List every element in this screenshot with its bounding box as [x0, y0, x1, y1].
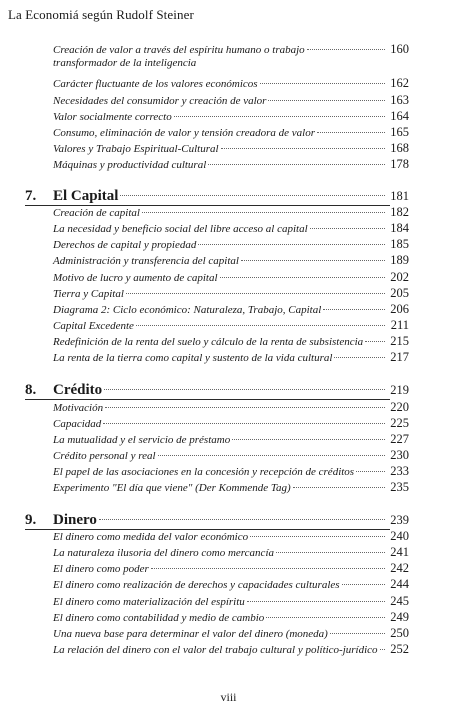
toc-entry-page: 185 [390, 237, 409, 251]
toc-entry-title: La mutualidad y el servicio de préstamo [53, 434, 231, 446]
toc-entry [53, 643, 409, 657]
toc-entry [53, 110, 409, 124]
chapter-rule [25, 399, 390, 400]
toc-entry-title: Tierra y Capital [53, 288, 124, 300]
toc-entry-title: Una nueva base para determinar el valor del dinero (moneda) [53, 628, 328, 640]
dot-leader [208, 164, 385, 165]
toc-entry-page: 182 [390, 205, 409, 219]
dot-leader [250, 536, 385, 537]
chapter-heading [25, 512, 409, 529]
toc-entry [53, 319, 409, 333]
dot-leader [276, 552, 385, 553]
toc-entry-page: 163 [390, 93, 409, 107]
toc-entry [53, 449, 409, 463]
toc-entry-page: 184 [390, 221, 409, 235]
toc-entry-title: Carácter fluctuante de los valores económicos [53, 78, 258, 90]
toc-entry-title [53, 44, 305, 70]
toc-entry-page: 241 [390, 545, 409, 559]
toc-entry [53, 401, 409, 415]
toc-entry-title: La naturaleza ilusoria del dinero como mercancía [53, 547, 274, 559]
dot-leader [221, 148, 385, 149]
chapter-page: 181 [390, 189, 409, 203]
toc-entry [53, 222, 409, 236]
toc-entry-page: 230 [390, 448, 409, 462]
toc-entry-page: 245 [390, 594, 409, 608]
toc-entry [53, 254, 409, 268]
dot-leader [104, 389, 385, 390]
toc-entry-page: 215 [390, 334, 409, 348]
chapter-title: Crédito [53, 382, 103, 398]
dot-leader [105, 407, 385, 408]
dot-leader [241, 260, 385, 261]
toc-entry-title: El dinero como materialización del espíritu [53, 596, 245, 608]
toc-entry-title: El dinero como realización de derechos y capacidades culturales [53, 579, 340, 591]
toc-entry-page: 227 [390, 432, 409, 446]
toc-entry-title: Consumo, eliminación de valor y tensión creadora de valor [53, 127, 316, 139]
toc-entry-title: Valores y Trabajo Espiritual-Cultural [53, 143, 219, 155]
toc-entry-page: 250 [390, 626, 409, 640]
dot-leader [266, 617, 385, 618]
toc-entry [53, 417, 409, 431]
toc-entry-title: Crédito personal y real [53, 450, 156, 462]
dot-leader [158, 455, 385, 456]
toc-entry-title: La relación del dinero con el valor del trabajo cultural y político-jurídico [53, 644, 378, 656]
toc-entry [53, 433, 409, 447]
toc-entry-page: 206 [390, 302, 409, 316]
chapter-heading [25, 188, 409, 205]
toc-entry-page: 233 [390, 464, 409, 478]
toc-entry [53, 465, 409, 479]
toc-entry-title: Administración y transferencia del capital [53, 255, 239, 267]
dot-leader [365, 341, 385, 342]
toc-entry-title: El dinero como contabilidad y medio de cambio [53, 612, 265, 624]
toc-entry-title-line: transformador de la inteligencia [53, 57, 197, 69]
toc-entry-page: 220 [390, 400, 409, 414]
dot-leader [323, 309, 385, 310]
chapter-number: 9. [25, 512, 37, 528]
dot-leader [120, 195, 385, 196]
chapter-number: 7. [25, 188, 37, 204]
toc-entry [53, 158, 409, 172]
toc-entry-title: Valor socialmente correcto [53, 111, 172, 123]
dot-leader [142, 212, 385, 213]
toc-entry [53, 351, 409, 365]
toc-entry-page: 162 [390, 76, 409, 90]
toc-entry-title: Máquinas y productividad cultural [53, 159, 207, 171]
chapter-number: 8. [25, 382, 37, 398]
dot-leader [380, 649, 385, 650]
toc-entry-title: Derechos de capital y propiedad [53, 239, 197, 251]
toc-entry [53, 335, 409, 349]
toc-entry-title: Necesidades del consumidor y creación de valor [53, 95, 267, 107]
dot-leader [174, 116, 385, 117]
toc-entry [53, 627, 409, 641]
dot-leader [103, 423, 385, 424]
toc-entry-page: 217 [390, 350, 409, 364]
chapter-title: Dinero [53, 512, 97, 528]
toc-entry-title: Capacidad [53, 418, 102, 430]
toc-entry-title: La renta de la tierra como capital y sustento de la vida cultural [53, 352, 333, 364]
toc-entry-title: Creación de capital [53, 207, 140, 219]
dot-leader [260, 83, 385, 84]
toc-entry-page: 240 [390, 529, 409, 543]
toc-entry [53, 481, 409, 495]
toc-entry [53, 238, 409, 252]
toc-entry-page: 252 [390, 642, 409, 656]
toc-entry [53, 206, 409, 220]
toc-entry-page: 235 [390, 480, 409, 494]
toc-entry-page: 164 [390, 109, 409, 123]
chapter-page: 219 [390, 383, 409, 397]
toc-entry-page: 244 [390, 577, 409, 591]
toc-entry-page: 205 [390, 286, 409, 300]
toc-entry-title: Motivo de lucro y aumento de capital [53, 272, 218, 284]
toc-entry-page: 165 [390, 125, 409, 139]
toc-entry-page: 168 [390, 141, 409, 155]
toc-entry-title: Redefinición de la renta del suelo y cálculo de la renta de subsistencia [53, 336, 364, 348]
toc-entry [53, 546, 409, 560]
dot-leader [232, 439, 385, 440]
chapter-page: 239 [390, 513, 409, 527]
dot-leader [342, 584, 385, 585]
toc-entry [53, 126, 409, 140]
toc-entry [53, 595, 409, 609]
toc-entry-page: 178 [390, 157, 409, 171]
toc-entry [53, 287, 409, 301]
dot-leader [126, 293, 385, 294]
toc-entry-page: 202 [390, 270, 409, 284]
toc-entry [53, 578, 409, 592]
toc-entry [53, 611, 409, 625]
dot-leader [198, 244, 385, 245]
chapter-heading [25, 382, 409, 399]
toc-entry-page: 225 [390, 416, 409, 430]
toc-entry-title-line: Creación de valor a través del espíritu humano o trabajo [53, 44, 305, 56]
toc-entry [53, 142, 409, 156]
toc-entry [53, 530, 409, 544]
dot-leader [247, 601, 385, 602]
toc-entry-title: La necesidad y beneficio social del libre acceso al capital [53, 223, 308, 235]
dot-leader [307, 49, 385, 50]
dot-leader [268, 100, 385, 101]
toc-entry-title: Capital Excedente [53, 320, 134, 332]
dot-leader [310, 228, 385, 229]
toc-entry-page: 242 [390, 561, 409, 575]
toc-entry-page: 211 [390, 318, 409, 332]
dot-leader [317, 132, 385, 133]
toc-entry-page: 189 [390, 253, 409, 267]
toc-entry [53, 77, 409, 91]
dot-leader [99, 519, 385, 520]
toc-entry-title: Experimento "El día que viene" (Der Kommende Tag) [53, 482, 291, 494]
toc-entry [53, 94, 409, 108]
chapter-title: El Capital [53, 188, 119, 204]
dot-leader [356, 471, 385, 472]
toc-entry-page: 160 [390, 42, 409, 56]
dot-leader [293, 487, 385, 488]
toc-entry [53, 303, 409, 317]
dot-leader [330, 633, 385, 634]
toc-entry [53, 271, 409, 285]
toc-entry-title: El dinero como poder [53, 563, 149, 575]
dot-leader [334, 357, 385, 358]
toc-entry [53, 562, 409, 576]
running-head: La Economiá según Rudolf Steiner [8, 7, 194, 22]
toc-entry-title: Diagrama 2: Ciclo económico: Naturaleza, Trabajo, Capital [53, 304, 322, 316]
dot-leader [220, 277, 385, 278]
toc-entry-page: 249 [390, 610, 409, 624]
toc-entry-title: Motivación [53, 402, 104, 414]
toc-entry-title: El dinero como medida del valor económico [53, 531, 249, 543]
toc-entry-title: El papel de las asociaciones en la concesión y recepción de créditos [53, 466, 355, 478]
dot-leader [136, 325, 385, 326]
dot-leader [151, 568, 385, 569]
toc-entry [53, 43, 409, 70]
page-number: viii [220, 690, 237, 704]
